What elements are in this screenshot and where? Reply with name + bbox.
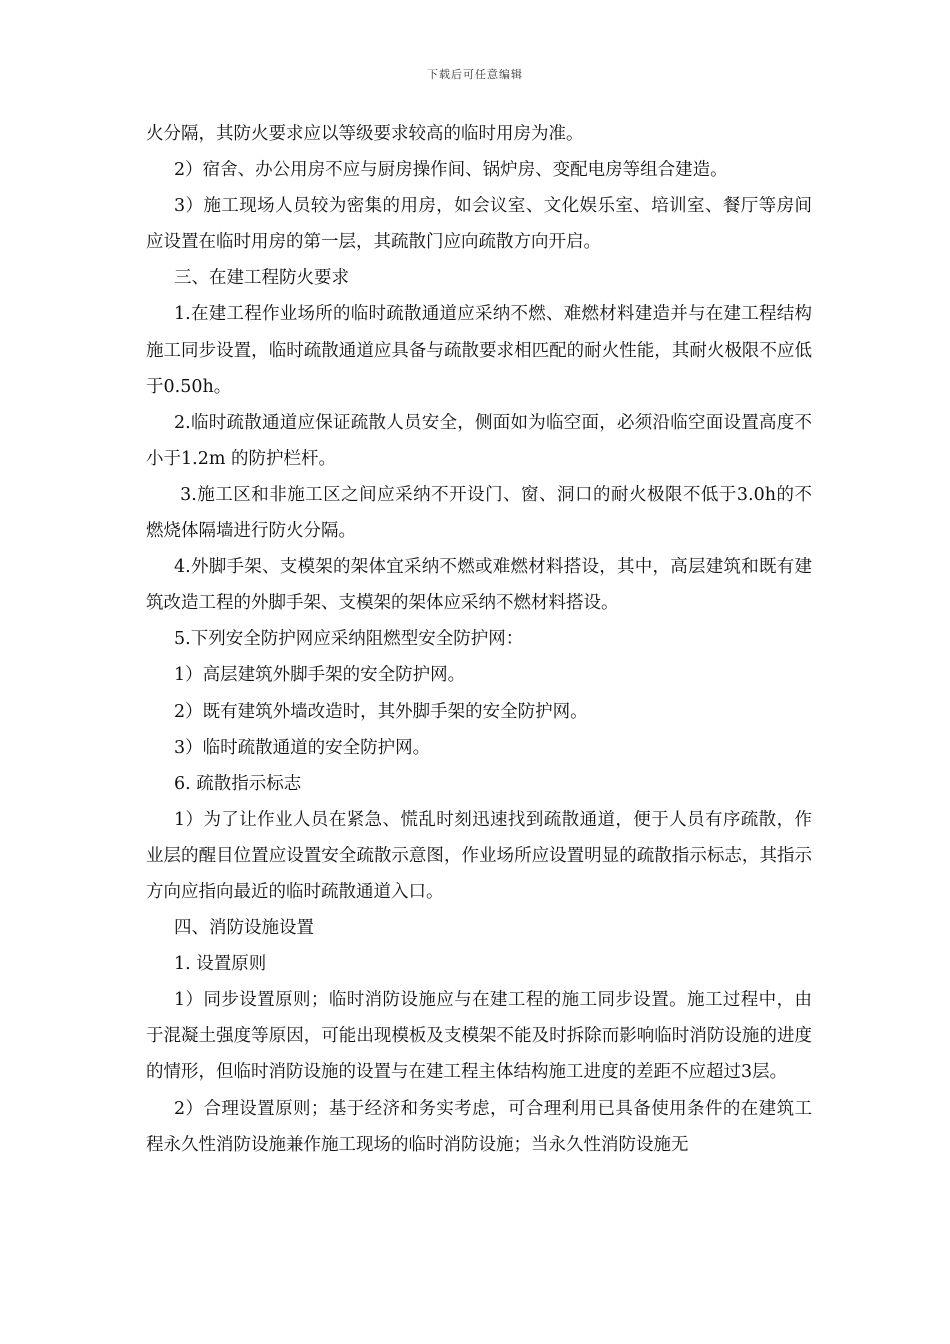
paragraph-item-1: 1.在建工程作业场所的临时疏散通道应采纳不燃、难燃材料建造并与在建工程结构施工同步设置，临时疏散通道应具备与疏散要求相匹配的耐火性能，其耐火极限不应低于0.50h。 <box>146 304 812 397</box>
paragraph-sync-principle: 1）同步设置原则；临时消防设施应与在建工程的施工同步设置。施工过程中，由于混凝土强度等原因，可能出现模板及支模架不能及时拆除而影响临时消防设施的进度的情形，但临时消防设施的设置与在建工程主体结构施工进度的差距不应超过3层。 <box>146 990 812 1083</box>
paragraph-item-2: 2.临时疏散通道应保证疏散人员安全，侧面如为临空面，必须沿临空面设置高度不小于1.2m 的防护栏杆。 <box>146 412 812 469</box>
list-item-net-1: 1）高层建筑外脚手架的安全防护网。 <box>174 665 466 686</box>
subsection-heading-1: 1. 设置原则 <box>174 954 267 975</box>
paragraph-item-4: 4.外脚手架、支模架的架体宜采纳不燃或难燃材料搭设，其中，高层建筑和既有建筑改造工程的外脚手架、支模架的架体应采纳不燃材料搭设。 <box>146 557 812 614</box>
paragraph-reasonable-principle: 2）合理设置原则；基于经济和务实考虑，可合理利用已具备使用条件的在建筑工程永久性消防设施兼作施工现场的临时消防设施；当永久性消防设施无 <box>146 1098 812 1155</box>
paragraph-item-5: 5.下列安全防护网应采纳阻燃型安全防护网： <box>174 629 524 650</box>
section-heading-3: 三、在建工程防火要求 <box>174 268 349 289</box>
list-item-net-3: 3）临时疏散通道的安全防护网。 <box>174 737 431 758</box>
list-item-net-2: 2）既有建筑外墙改造时，其外脚手架的安全防护网。 <box>174 701 588 722</box>
paragraph-item-3: 3.施工区和非施工区之间应采纳不开设门、窗、洞口的耐火极限不低于3.0h的不燃烧体隔墙进行防火分隔。 <box>146 484 812 542</box>
paragraph-dormitory: 2）宿舍、办公用房不应与厨房操作间、锅炉房、变配电房等组合建造。 <box>174 160 728 181</box>
document-body <box>146 116 812 1163</box>
paragraph-item-6: 6. 疏散指示标志 <box>174 773 302 794</box>
section-heading-4: 四、消防设施设置 <box>174 918 314 939</box>
paragraph-evacuation-signs: 1）为了让作业人员在紧急、慌乱时刻迅速找到疏散通道，便于人员有序疏散，作业层的醒目位置应设置安全疏散示意图，作业场所应设置明显的疏散指示标志，其指示方向应指向最近的临时疏散通道入口。 <box>146 809 812 902</box>
header-note: 下载后可任意编辑 <box>427 68 523 81</box>
paragraph-crowded-rooms: 3）施工现场人员较为密集的用房，如会议室、文化娱乐室、培训室、餐厅等房间应设置在临时用房的第一层，其疏散门应向疏散方向开启。 <box>146 196 812 253</box>
paragraph-fire-separation: 火分隔，其防火要求应以等级要求较高的临时用房为准。 <box>146 124 584 144</box>
